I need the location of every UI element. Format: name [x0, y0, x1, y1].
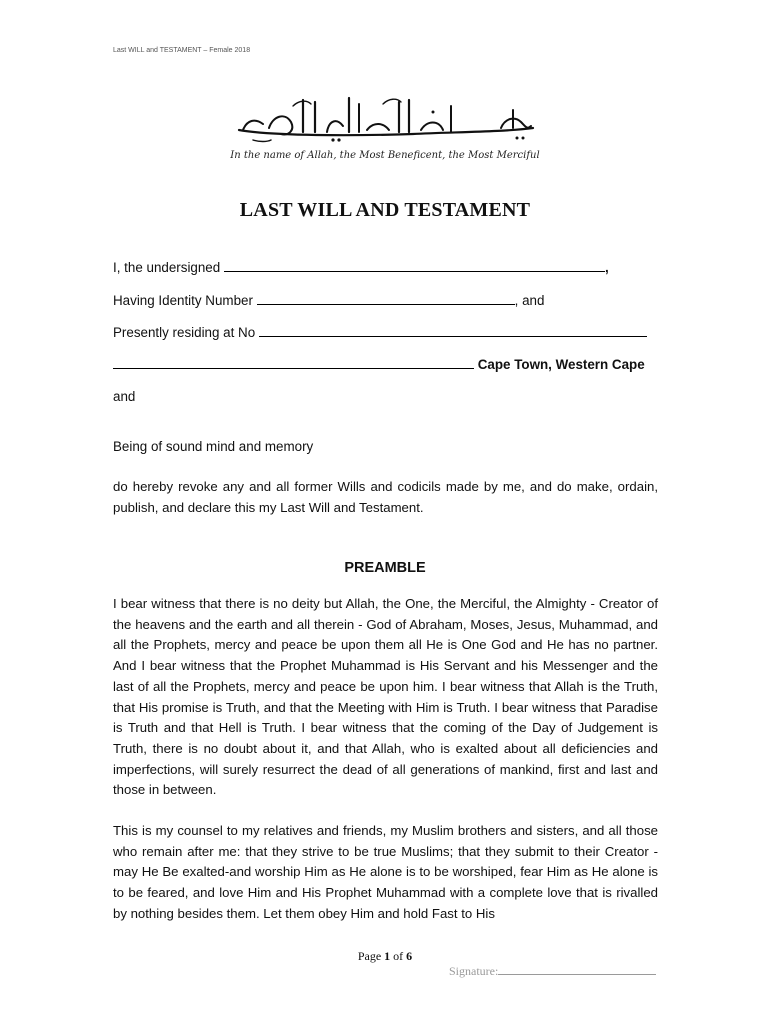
bismillah-translation: In the name of Allah, the Most Beneficent, the Most Merciful: [230, 150, 540, 161]
page-current: 1: [384, 949, 391, 963]
running-header: Last WILL and TESTAMENT – Female 2018: [113, 47, 251, 54]
address-field-continued[interactable]: [113, 356, 474, 369]
page-of: of: [393, 949, 404, 963]
residing-line: [113, 324, 647, 340]
page-number: [0, 949, 770, 964]
identity-line: [113, 292, 544, 308]
address-field[interactable]: [259, 324, 647, 337]
and-text: and: [113, 389, 136, 404]
residing-label: Presently residing at No: [113, 325, 256, 340]
preamble-heading: PREAMBLE: [344, 560, 426, 576]
signature-area: [449, 963, 656, 979]
page-prefix: Page: [357, 949, 382, 963]
arabic-calligraphy-logo: [233, 92, 539, 144]
undersigned-name-field[interactable]: [224, 259, 605, 272]
identity-label: Having Identity Number: [113, 293, 253, 308]
revocation-paragraph: do hereby revoke any and all former Wills and codicils made by me, and do make, ordain, publish, and declare this my Last Will and Testament.: [113, 479, 658, 515]
city-region: Cape Town, Western Cape: [477, 357, 645, 372]
page-total: 6: [406, 949, 413, 963]
identity-number-field[interactable]: [257, 292, 515, 305]
document-title: LAST WILL AND TESTAMENT: [239, 199, 531, 221]
sound-mind-text: Being of sound mind and memory: [113, 439, 314, 454]
preamble-paragraph-1: I bear witness that there is no deity but Allah, the One, the Merciful, the Almighty - Creator of the heavens and the earth and all therein - God of Abraham, Moses, Jesus, Muhammad, and all the Prophets, mercy and peace be upon them all He is One God and He has no partner. And I bear witness that the Prophet Muhammad is His Servant and his Messenger and the last of all the Prophets, mercy and peace be upon him. I bear witness that Allah is the Truth, that His promise is Truth, and that the Meeting with Him is Truth. I bear witness that Paradise is Truth and that Hell is Truth. I bear witness that the coming of the Day of Judgement is Truth, there is no doubt about it, and that Allah, who is exalted about all deficiencies and imperfections, will surely resurrect the dead of all generations of mankind, first and last and those in between.: [113, 596, 658, 798]
undersigned-label: I, the undersigned: [113, 260, 221, 275]
preamble-paragraph-2: This is my counsel to my relatives and friends, my Muslim brothers and sisters, and all those who remain after me: that they strive to be true Muslims; that they submit to their Creator - may He Be exalted-and worship Him as He alone is to be worshiped, fear Him as He alone is to be feared, and love Him and His Prophet Muhammad with a complete love that is rivalled by nothing besides them. Let them obey Him and hold Fast to His: [113, 823, 658, 921]
identity-suffix: , and: [514, 293, 545, 308]
signature-field[interactable]: [498, 963, 656, 975]
undersigned-suffix: ,: [604, 260, 609, 275]
city-line: [113, 356, 645, 372]
signature-label: Signature:: [449, 964, 499, 978]
undersigned-line: [113, 259, 609, 275]
